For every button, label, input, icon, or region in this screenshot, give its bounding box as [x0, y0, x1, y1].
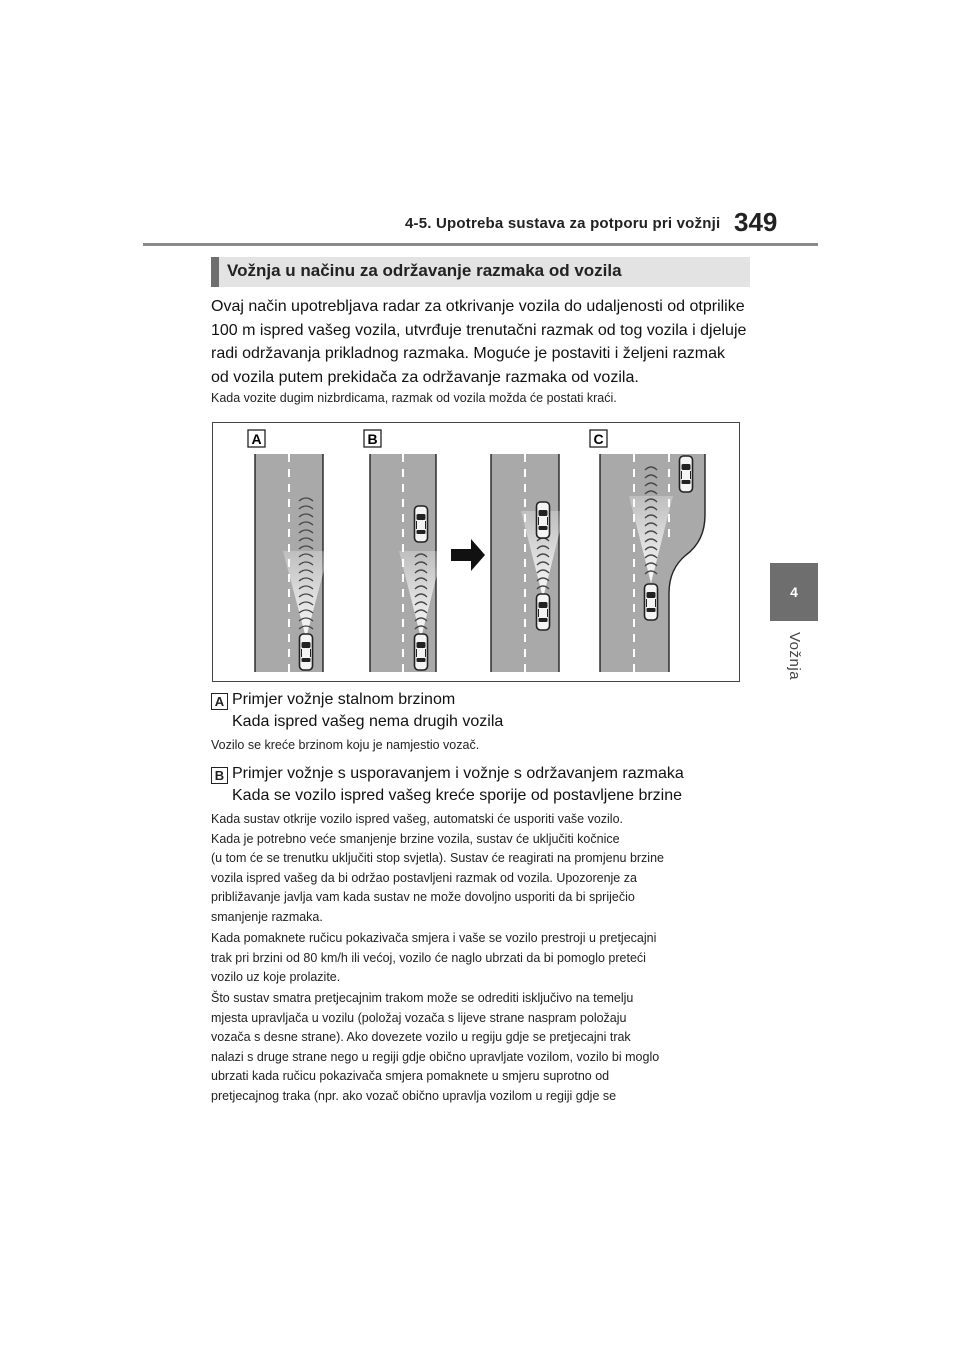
intro-line: 100 m ispred vašeg vozila, utvrđuje trenutačni razmak od tog vozila i djeluje: [211, 321, 747, 339]
item-b-marker: B: [211, 767, 228, 785]
section-heading-bar: [211, 257, 219, 287]
running-header: 4-5. Upotreba sustava za potporu pri vožnji: [405, 215, 721, 232]
item-b-note-1: Kada sustav otkrije vozilo ispred vašeg, automatski će usporiti vaše vozilo. Kada je potrebno veće smanjenje brzine vozila, sustav će uključiti kočnice (u tom će se trenutku uključiti stop svjetla). Sustav će reagirati na promjenu brzine vozila ispred vašeg da bi održao postavljeni razmak od vozila. Upozorenje za približavanje javlja vam kada sustav ne može dovoljno usporiti da bi spriječio smanjenje razmaka.: [211, 812, 664, 924]
acc-diagram: [213, 423, 741, 683]
svg-text:A: A: [251, 431, 262, 447]
intro-line: radi održavanja prikladnog razmaka. Moguće je postaviti i željeni razmak: [211, 345, 726, 362]
sequence-arrow-icon: [451, 539, 485, 571]
svg-text:C: C: [593, 431, 604, 447]
item-b-heading: [232, 763, 684, 807]
page-number: 349: [734, 207, 778, 237]
label-c: [590, 430, 607, 447]
label-a: [248, 430, 265, 447]
item-a-line2: Kada ispred vašeg nema drugih vozila: [232, 713, 504, 730]
section-heading: [211, 257, 750, 287]
intro-line: od vozila putem prekidača za održavanje razmaka od vozila.: [211, 368, 639, 386]
own-car-b: [415, 634, 428, 670]
chapter-tab: 4: [770, 563, 818, 621]
item-b-note-2: Kada pomaknete ručicu pokazivača smjera i vaše se vozilo prestroji u pretjecajni trak pri brzini od 80 km/h ili većoj, vozilo će naglo ubrzati da bi pomoglo preteći vozilo uz koje prolazite.: [211, 931, 657, 984]
road-a: [255, 454, 329, 672]
road-b: [370, 454, 443, 672]
item-b-line1: Primjer vožnje s usporavanjem i vožnje s održavanjem razmaka: [232, 765, 684, 782]
intro-paragraph: [211, 295, 756, 389]
header-rule: [143, 243, 818, 246]
item-b-note-3: Što sustav smatra pretjecajnim trakom može se odrediti isključivo na temelju mjesta upravljača u vozilu (položaj vozača s lijeve strane naspram položaju vozača s desne strane). Ako dovezete vozilo u regiju gdje se pretjecajni trak nalazi s druge strane nego u regiji gdje obično upravljate vozilom, vozilo bi moglo ubrzati kada ručicu pokazivača smjera pomaknete u smjeru suprotno od pretjecajnog traka (npr. ako vozač obično upravlja vozilom u regiji gdje se: [211, 991, 660, 1103]
preceding-car-b: [415, 506, 428, 542]
chapter-label: Vožnja: [786, 632, 803, 681]
road-c: [600, 454, 705, 672]
overtaken-car-c: [680, 456, 693, 492]
item-a-line1: Primjer vožnje stalnom brzinom: [232, 691, 456, 708]
acc-illustration: [212, 422, 740, 682]
item-a-heading: [232, 689, 503, 733]
own-car-b2: [537, 594, 550, 630]
item-b-line2: Kada se vozilo ispred vašeg kreće sporije od postavljene brzine: [232, 787, 683, 804]
intro-line: Ovaj način upotrebljava radar za otkrivanje vozila do udaljenosti od otprilike: [211, 298, 745, 315]
preceding-car-b2: [537, 502, 550, 538]
svg-text:B: B: [367, 431, 378, 447]
own-car-c: [645, 584, 658, 620]
section-heading-text: Vožnja u načinu za održavanje razmaka od vozila: [227, 261, 622, 280]
road-b-result: [491, 454, 565, 672]
item-a-marker: A: [211, 693, 228, 711]
item-a-note: Vozilo se kreće brzinom koju je namjestio vozač.: [211, 738, 480, 752]
label-b: [364, 430, 381, 447]
own-car-a: [300, 634, 313, 670]
downhill-note: Kada vozite dugim nizbrdicama, razmak od vozila možda će postati kraći.: [211, 391, 617, 405]
